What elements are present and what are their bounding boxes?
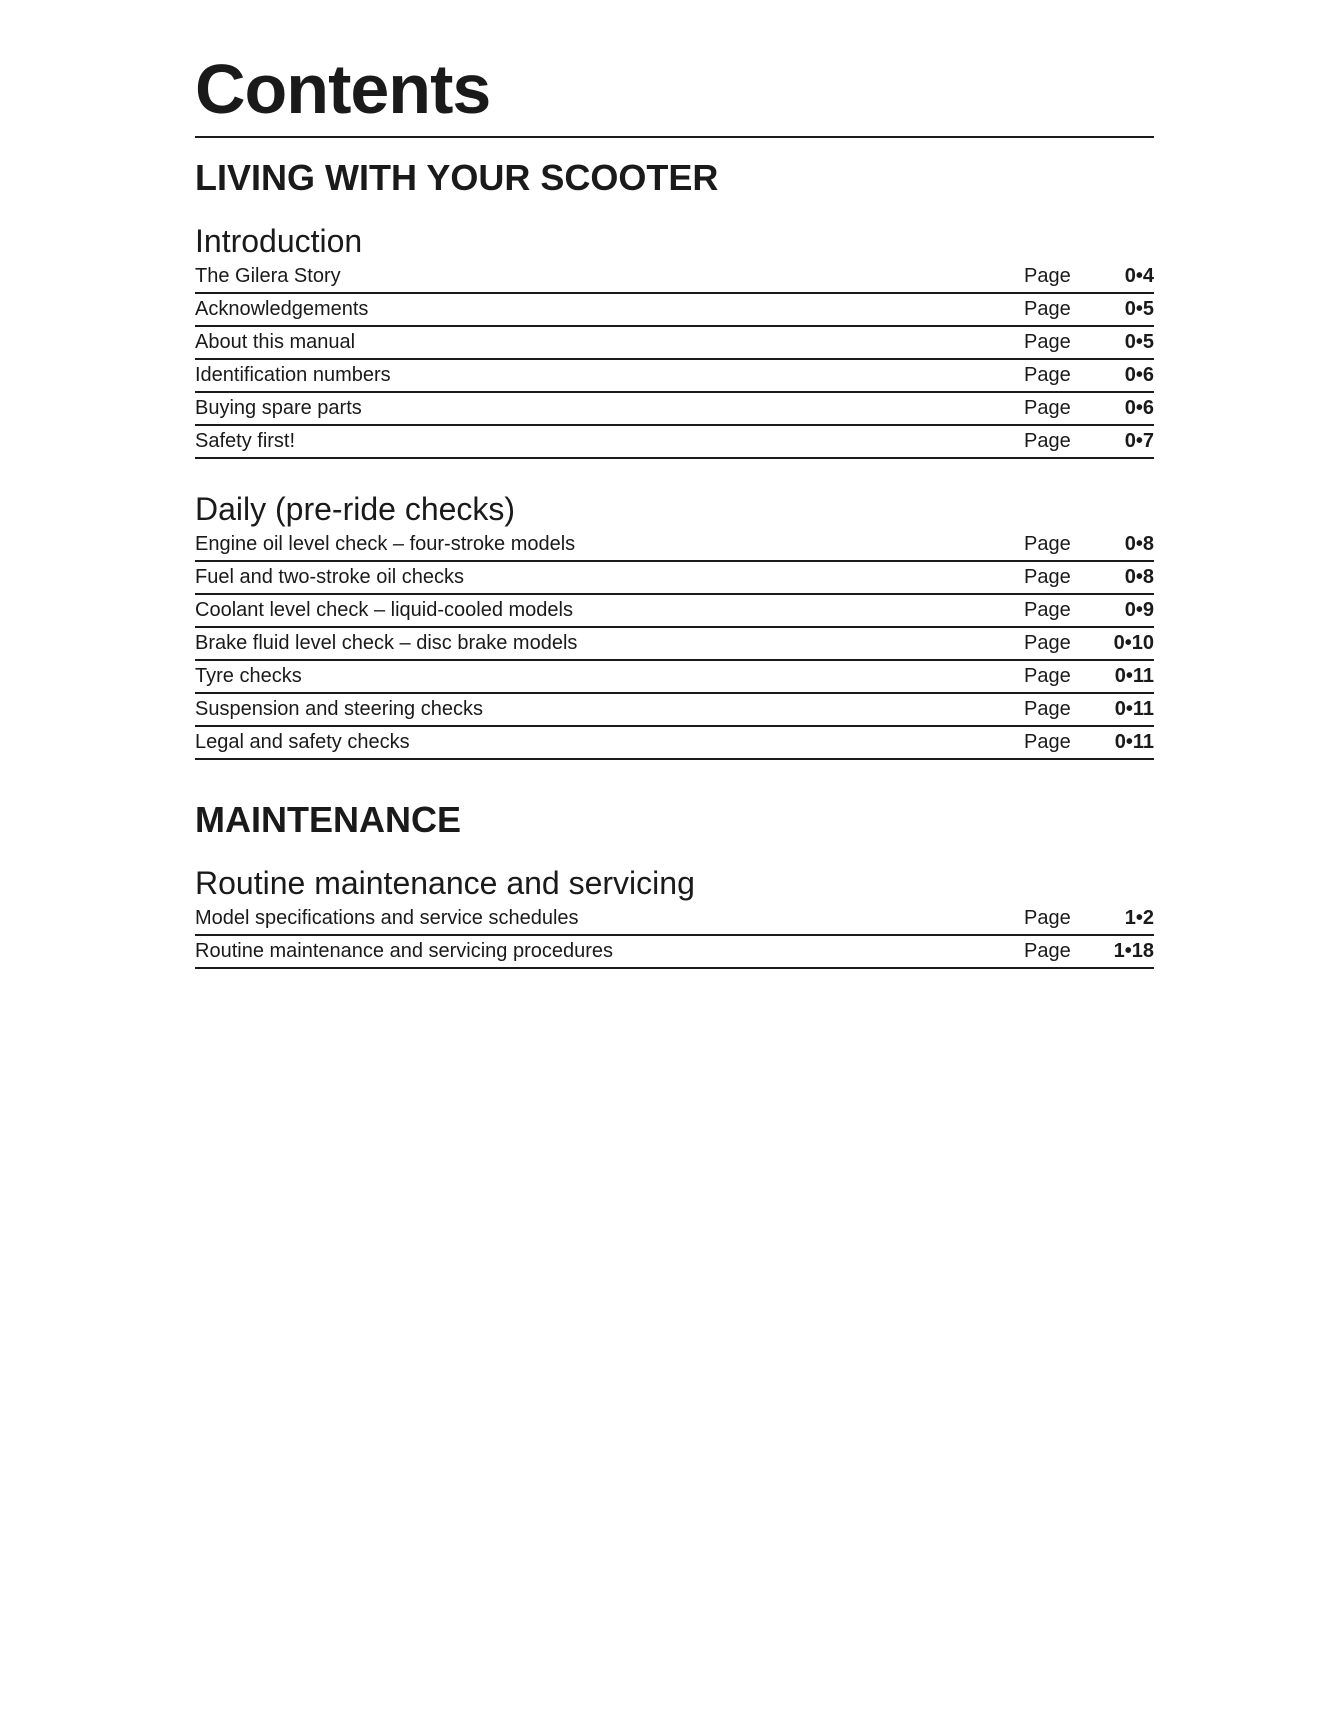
toc-page-word: Page [1024, 940, 1071, 963]
toc-page-word: Page [1024, 665, 1071, 688]
toc-entry-label: Routine maintenance and servicing procedures [195, 940, 614, 963]
toc-page-word: Page [1024, 599, 1071, 622]
toc-page-number: 0•11 [1114, 731, 1154, 754]
section-heading: Routine maintenance and servicing [195, 865, 695, 902]
toc-page-number: 0•8 [1124, 533, 1154, 556]
toc-page-word: Page [1024, 731, 1071, 754]
toc-page-number: 0•8 [1124, 566, 1154, 589]
toc-entry[interactable] [195, 694, 1154, 727]
toc-entry[interactable] [195, 562, 1154, 595]
toc-entry-label: Safety first! [195, 430, 296, 453]
toc-entry-label: Acknowledgements [195, 298, 369, 321]
toc-entry[interactable] [195, 529, 1154, 562]
contents-part [195, 798, 1154, 969]
toc-entry[interactable] [195, 727, 1154, 760]
toc-entry-label: Model specifications and service schedules [195, 907, 579, 930]
toc-entry-label: Tyre checks [195, 665, 302, 688]
toc-page-number: 0•4 [1124, 265, 1154, 288]
toc-page-number: 0•6 [1124, 364, 1154, 387]
toc-entry[interactable] [195, 628, 1154, 661]
contents-parts [195, 156, 1154, 969]
contents-section [195, 489, 1154, 760]
toc-page-word: Page [1024, 331, 1071, 354]
toc-page-word: Page [1024, 430, 1071, 453]
toc-entry-label: Legal and safety checks [195, 731, 410, 754]
toc-page-word: Page [1024, 298, 1071, 321]
toc-page-number: 0•10 [1113, 632, 1154, 655]
toc-page-number: 0•11 [1114, 665, 1154, 688]
toc-entry[interactable] [195, 426, 1154, 459]
contents-section [195, 221, 1154, 459]
part-heading: LIVING WITH YOUR SCOOTER [195, 157, 719, 198]
toc-page-word: Page [1024, 533, 1071, 556]
contents-part [195, 156, 1154, 760]
toc-entry[interactable] [195, 936, 1154, 969]
toc-entry-label: Coolant level check – liquid-cooled models [195, 599, 573, 622]
toc-entry-label: Fuel and two-stroke oil checks [195, 566, 465, 589]
toc-entry-label: Engine oil level check – four-stroke models [195, 533, 576, 556]
toc-page-number: 1•18 [1113, 940, 1154, 963]
toc-entry-label: Identification numbers [195, 364, 391, 387]
toc-page-number: 0•7 [1124, 430, 1154, 453]
toc-entry[interactable] [195, 261, 1154, 294]
toc-page-word: Page [1024, 698, 1071, 721]
page-title: Contents [195, 40, 1154, 138]
toc-entry-label: About this manual [195, 331, 356, 354]
toc-list [195, 903, 1154, 969]
toc-entry[interactable] [195, 393, 1154, 426]
section-heading: Daily (pre-ride checks) [195, 491, 516, 528]
toc-page-number: 0•6 [1124, 397, 1154, 420]
toc-page-word: Page [1024, 566, 1071, 589]
toc-page-word: Page [1024, 397, 1071, 420]
contents-section [195, 863, 1154, 969]
contents-page [195, 40, 1154, 969]
part-heading: MAINTENANCE [195, 799, 461, 841]
toc-entry[interactable] [195, 360, 1154, 393]
toc-entry-label: Suspension and steering checks [195, 698, 483, 721]
toc-entry[interactable] [195, 595, 1154, 628]
toc-page-number: 0•5 [1124, 298, 1154, 321]
toc-entry[interactable] [195, 661, 1154, 694]
toc-page-word: Page [1024, 907, 1071, 930]
toc-page-word: Page [1024, 265, 1071, 288]
section-heading: Introduction [195, 223, 363, 260]
toc-entry-label: Buying spare parts [195, 397, 362, 420]
toc-page-word: Page [1024, 364, 1071, 387]
toc-page-number: 1•2 [1124, 907, 1154, 930]
toc-page-word: Page [1024, 632, 1071, 655]
toc-page-number: 0•11 [1114, 698, 1154, 721]
toc-page-number: 0•9 [1124, 599, 1154, 622]
toc-page-number: 0•5 [1124, 331, 1154, 354]
toc-entry[interactable] [195, 903, 1154, 936]
toc-list [195, 529, 1154, 760]
toc-entry-label: Brake fluid level check – disc brake models [195, 632, 578, 655]
toc-entry-label: The Gilera Story [195, 265, 341, 288]
toc-list [195, 261, 1154, 459]
toc-entry[interactable] [195, 294, 1154, 327]
toc-entry[interactable] [195, 327, 1154, 360]
